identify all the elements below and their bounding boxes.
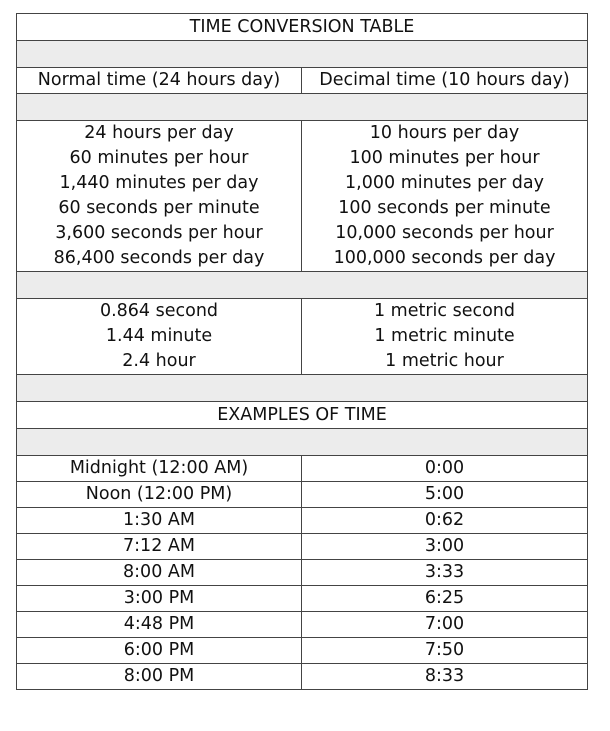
- decimal-time-cell: 1 metric hour: [302, 349, 588, 375]
- spacer-row: [17, 375, 588, 402]
- spacer-row: [17, 41, 588, 68]
- example-row: [17, 508, 588, 534]
- decimal-time-cell: 1 metric second: [302, 299, 588, 325]
- conversion-rows: [17, 121, 588, 272]
- decimal-time-cell: 3:00: [302, 534, 588, 560]
- normal-time-cell: 3:00 PM: [17, 586, 302, 612]
- normal-time-cell: 1:30 AM: [17, 508, 302, 534]
- decimal-time-cell: 8:33: [302, 664, 588, 690]
- conversion-row: [17, 171, 588, 196]
- example-rows: [17, 456, 588, 690]
- metric-unit-row: [17, 324, 588, 349]
- time-conversion-document: [16, 13, 587, 690]
- normal-time-cell: 8:00 PM: [17, 664, 302, 690]
- example-row: [17, 586, 588, 612]
- decimal-time-cell: 100,000 seconds per day: [302, 246, 588, 272]
- decimal-time-cell: 10,000 seconds per hour: [302, 221, 588, 246]
- decimal-time-cell: 7:50: [302, 638, 588, 664]
- normal-time-cell: Noon (12:00 PM): [17, 482, 302, 508]
- normal-time-cell: 3,600 seconds per hour: [17, 221, 302, 246]
- metric-unit-rows: [17, 299, 588, 375]
- conversion-row: [17, 146, 588, 171]
- normal-time-cell: 0.864 second: [17, 299, 302, 325]
- normal-time-cell: 7:12 AM: [17, 534, 302, 560]
- normal-time-cell: 2.4 hour: [17, 349, 302, 375]
- example-row: [17, 534, 588, 560]
- metric-unit-row: [17, 299, 588, 325]
- example-row: [17, 638, 588, 664]
- decimal-time-cell: 0:62: [302, 508, 588, 534]
- example-row: [17, 456, 588, 482]
- example-row: [17, 664, 588, 690]
- decimal-time-cell: 100 seconds per minute: [302, 196, 588, 221]
- decimal-time-cell: 3:33: [302, 560, 588, 586]
- header-decimal-time: Decimal time (10 hours day): [302, 68, 588, 94]
- normal-time-cell: 6:00 PM: [17, 638, 302, 664]
- decimal-time-cell: 1,000 minutes per day: [302, 171, 588, 196]
- header-normal-time: Normal time (24 hours day): [17, 68, 302, 94]
- normal-time-cell: 4:48 PM: [17, 612, 302, 638]
- spacer-row: [17, 429, 588, 456]
- conversion-row: [17, 246, 588, 272]
- normal-time-cell: 86,400 seconds per day: [17, 246, 302, 272]
- normal-time-cell: 8:00 AM: [17, 560, 302, 586]
- example-row: [17, 482, 588, 508]
- spacer-row: [17, 94, 588, 121]
- decimal-time-cell: 100 minutes per hour: [302, 146, 588, 171]
- spacer-row: [17, 272, 588, 299]
- decimal-time-cell: 10 hours per day: [302, 121, 588, 147]
- metric-unit-row: [17, 349, 588, 375]
- decimal-time-cell: 7:00: [302, 612, 588, 638]
- example-row: [17, 612, 588, 638]
- normal-time-cell: Midnight (12:00 AM): [17, 456, 302, 482]
- normal-time-cell: 1,440 minutes per day: [17, 171, 302, 196]
- normal-time-cell: 24 hours per day: [17, 121, 302, 147]
- normal-time-cell: 60 seconds per minute: [17, 196, 302, 221]
- examples-title: EXAMPLES OF TIME: [17, 402, 588, 429]
- decimal-time-cell: 6:25: [302, 586, 588, 612]
- normal-time-cell: 60 minutes per hour: [17, 146, 302, 171]
- decimal-time-cell: 1 metric minute: [302, 324, 588, 349]
- conversion-row: [17, 196, 588, 221]
- conversion-row: [17, 121, 588, 147]
- table-title: TIME CONVERSION TABLE: [17, 14, 588, 41]
- decimal-time-cell: 0:00: [302, 456, 588, 482]
- decimal-time-cell: 5:00: [302, 482, 588, 508]
- time-conversion-table: [16, 13, 588, 690]
- normal-time-cell: 1.44 minute: [17, 324, 302, 349]
- conversion-row: [17, 221, 588, 246]
- example-row: [17, 560, 588, 586]
